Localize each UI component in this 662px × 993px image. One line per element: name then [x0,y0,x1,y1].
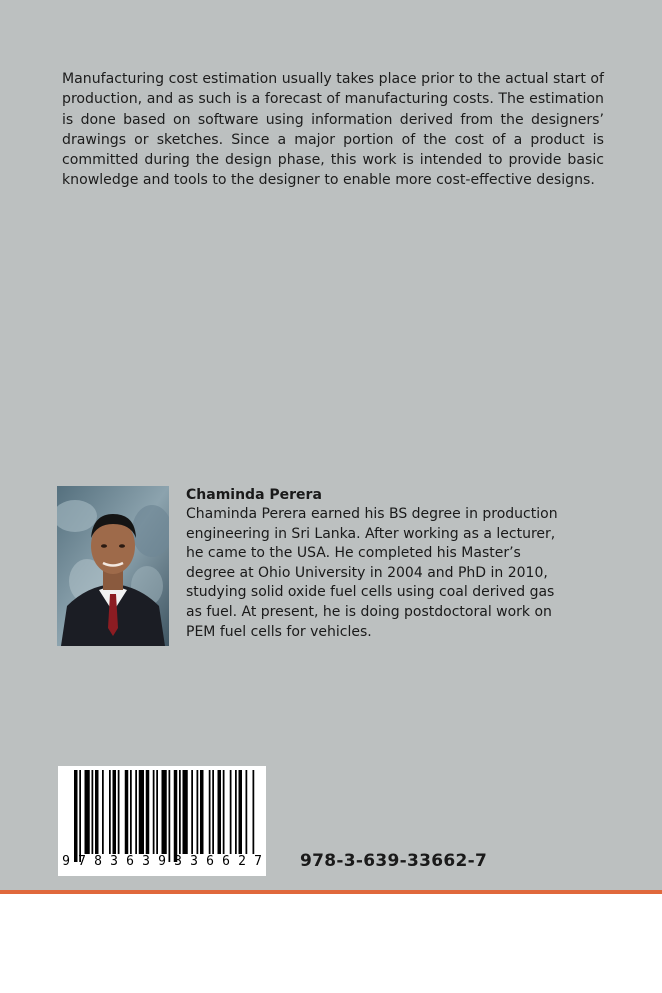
bottom-stripe [0,890,662,894]
barcode-digit: 3 [142,854,150,869]
barcode [58,766,266,876]
isbn-number: 978-3-639-33662-7 [300,851,488,871]
barcode-digit: 3 [174,854,182,869]
author-name: Chaminda Perera [186,487,322,503]
barcode-digit: 9 [62,854,70,869]
author-photo [57,486,169,646]
barcode-digit: 3 [190,854,198,869]
barcode-digit: 3 [110,854,118,869]
book-blurb: Manufacturing cost estimation usually takes place prior to the actual start of production, and as such is a forecast of manufacturing costs. The estimation is done based on software using information derived from the designers’ drawings or sketches. Since a major portion of the cost of a product is committed during the design phase, this work is intended to provide basic knowledge and tools to the designer to enable more cost-effective designs. [62,71,604,189]
barcode-digits [58,854,266,869]
barcode-digit: 7 [78,854,86,869]
barcode-digit: 8 [94,854,102,869]
author-bio: Chaminda Perera earned his BS degree in production engineering in Sri Lanka. After working as a lecturer, he came to the USA. He completed his Master’s degree at Ohio University in 2004 and PhD in 2010, studying solid oxide fuel cells using coal derived gas as fuel. At present, he is doing postdoctoral work on PEM fuel cells for vehicles. [186,506,558,640]
barcode-digit: 6 [126,854,134,869]
barcode-digit: 9 [158,854,166,869]
barcode-digit: 6 [222,854,230,869]
barcode-digit: 2 [238,854,246,869]
barcode-digit: 7 [254,854,262,869]
barcode-digit: 6 [206,854,214,869]
